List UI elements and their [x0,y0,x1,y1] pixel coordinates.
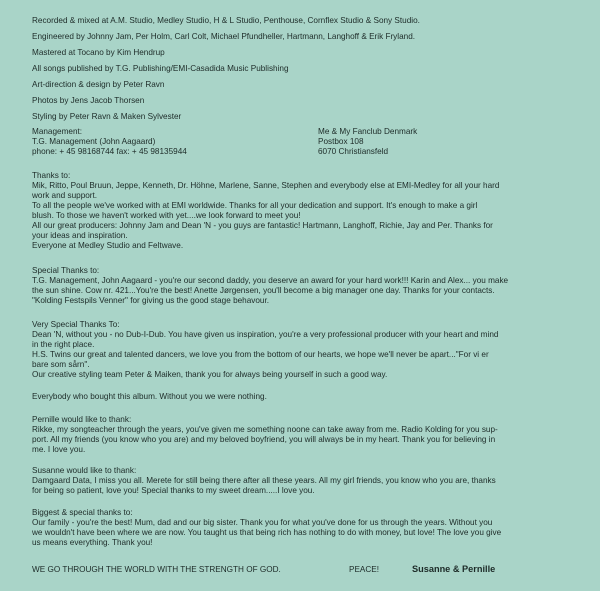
pernille-heading: Pernille would like to thank: [32,415,132,424]
fanclub-address-2: 6070 Christiansfeld [318,147,389,156]
thanks-heading: Thanks to: [32,171,71,180]
footer [32,565,580,577]
credit-line: Art-direction & design by Peter Ravn [32,80,165,89]
management-phone: phone: + 45 98168744 fax: + 45 98135944 [32,147,187,156]
management-section [32,127,187,157]
text-line: All our great producers: Johnny Jam and Dean 'N - you guys are fantastic! Hartmann, Langhoff, Richie, Jay and Per. Thanks for [32,221,493,230]
text-line: work and support. [32,191,98,200]
fanclub-section [318,127,417,157]
text-line: me. I love you. [32,445,86,454]
text-line: we wouldn't have been where we are now. You taught us that being rich has nothing to do with money, but love! The love you give [32,528,502,537]
special-thanks-section [32,266,580,306]
very-special-thanks-section [32,320,580,380]
thanks-section [32,171,580,251]
management-heading: Management: [32,127,83,136]
text-line: Rikke, my songteacher through the years, you've given me something noone can take away from me. Radio Kolding for you sup- [32,425,498,434]
biggest-heading: Biggest & special thanks to: [32,508,133,517]
text-line: Damgaard Data, I miss you all. Merete for still being there after all these years. All my girl friends, you know who you are, thanks [32,476,496,485]
text-line: blush. To those we haven't worked with yet....we look forward to meet you! [32,211,301,220]
text-line: Mik, Ritto, Poul Bruun, Jeppe, Kenneth, Dr. Höhne, Marlene, Sanne, Stephen and everybody else at EMI-Medley for all your hard [32,181,500,190]
text-line: port. All my friends (you know who you are) and my beloved boyfriend, you will always be in my heart. Thank you for believing in [32,435,496,444]
text-line: To all the people we've worked with at EMI worldwide. Thanks for all your dedication and support. It's enough to make a girl [32,201,478,210]
motto: WE GO THROUGH THE WORLD WITH THE STRENGTH OF GOD. [32,565,281,574]
signature: Susanne & Pernille [412,564,496,574]
credit-line: Styling by Peter Ravn & Maken Sylvester [32,112,182,121]
biggest-thanks-section [32,508,580,548]
text-line: for being so patient, love you! Special thanks to my sweet dream.....I love you. [32,486,315,495]
credit-line: Recorded & mixed at A.M. Studio, Medley Studio, H & L Studio, Penthouse, Cornflex Studio & Sony Studio. [32,16,420,25]
text-line: the sun shine. Cow nr. 421...You're the best! Anette Jørgensen, you'll become a big manager one day. Thanks for your contacts. [32,286,495,295]
fanclub-address-1: Postbox 108 [318,137,364,146]
everybody-section [32,392,580,402]
susanne-heading: Susanne would like to thank: [32,466,137,475]
text-line: us means everything. Thank you! [32,538,153,547]
credit-line: All songs published by T.G. Publishing/EMI-Casadida Music Publishing [32,64,289,73]
very-special-thanks-heading: Very Special Thanks To: [32,320,120,329]
text-line: Our creative styling team Peter & Maiken, thank you for always being yourself in such a good way. [32,370,388,379]
susanne-section [32,466,580,496]
text-line: your ideas and inspiration. [32,231,128,240]
peace-text: PEACE! [349,565,380,574]
text-line: H.S. Twins our great and talented dancers, we love you from the bottom of our hearts, we hope we'll never be apart..."For vi er [32,350,489,359]
management-name: T.G. Management (John Aagaard) [32,137,156,146]
text-line: "Kolding Festspils Venner" for giving us the good stage behavour. [32,296,270,305]
pernille-section [32,415,580,455]
text-line: in the right place. [32,340,95,349]
text-line: Dean 'N, without you - no Dub-I-Dub. You have given us inspiration, you're a very professional producer with your heart and mind [32,330,499,339]
special-thanks-heading: Special Thanks to: [32,266,100,275]
credit-line: Mastered at Tocano by Kim Hendrup [32,48,165,57]
text-line: Everyone at Medley Studio and Feltwave. [32,241,184,250]
text-line: bare som sårn". [32,360,90,369]
credits-section [32,16,580,122]
text-line: Our family - you're the best! Mum, dad and our big sister. Thank you for what you've done for us through the years. Without you [32,518,493,527]
credit-line: Engineered by Johnny Jam, Per Holm, Carl Colt, Michael Pfundheller, Hartmann, Langhoff & Erik Fryland. [32,32,416,41]
text-line: T.G. Management, John Aagaard - you're our second daddy, you deserve an award for your hard work!!! Karin and Alex... you make [32,276,509,285]
fanclub-name: Me & My Fanclub Denmark [318,127,418,136]
everybody-line: Everybody who bought this album. Without you we were nothing. [32,392,267,401]
credit-line: Photos by Jens Jacob Thorsen [32,96,145,105]
